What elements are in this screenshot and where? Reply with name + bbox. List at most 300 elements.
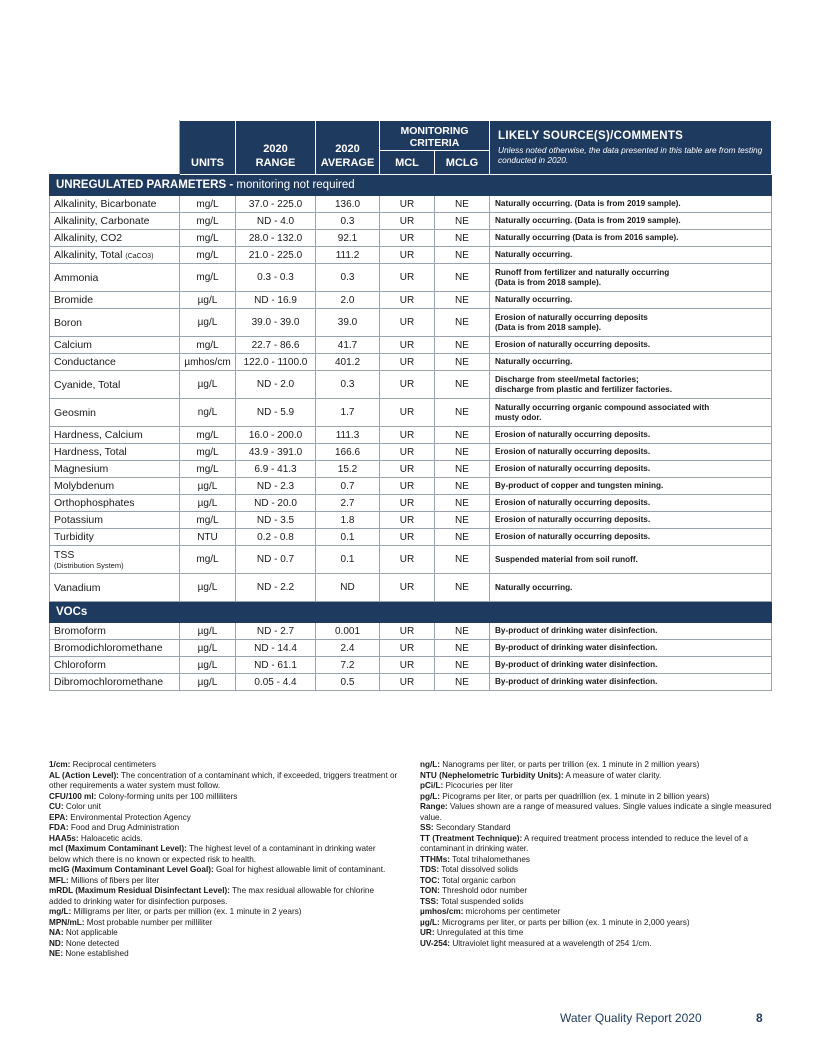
parameter-cell [50,213,180,230]
glossary-definition: Picocuries per liter [443,781,513,790]
section-header-row [50,602,772,623]
glossary-term: NE: [49,949,64,958]
parameter-name: Conductance [54,356,116,368]
glossary-item [49,844,399,865]
table-body [50,175,772,691]
source-cell [490,529,772,546]
glossary-definition: Millions of fibers per liter [68,875,160,885]
glossary-term: MFL: [49,875,69,885]
units-cell: µg/L [180,292,236,309]
parameter-name: Bromide [54,294,94,306]
section-title-main: VOCs [56,606,88,618]
glossary-term: UR: [420,928,435,937]
range-cell: ND - 14.4 [236,640,316,657]
units-cell: mg/L [180,444,236,461]
glossary-term: TOC: [420,875,440,885]
glossary-term: mRDL (Maximum Residual Disinfectant Level): [49,886,230,895]
table-row [50,354,772,371]
table-row [50,546,772,574]
mclg-cell: NE [435,623,490,640]
table-row [50,371,772,399]
source-text: Naturally occurring. [495,357,573,366]
parameter-name: Orthophosphates [54,497,135,509]
glossary-item [420,802,775,823]
parameter-cell [50,264,180,292]
glossary-term: MPN/mL: [49,917,85,927]
mcl-cell: UR [380,574,435,602]
table-row [50,427,772,444]
average-cell: 15.2 [316,461,380,478]
glossary-definition: Secondary Standard [433,823,511,832]
source-text: Naturally occurring. [495,582,573,592]
range-cell: 28.0 - 132.0 [236,230,316,247]
table-row [50,657,772,674]
header-average-year: 2020 [335,143,360,155]
glossary-definition: Nanograms per liter, or parts per trillion (ex. 1 minute in 2 million years) [440,760,700,769]
mclg-cell: NE [435,574,490,602]
units-cell: µg/L [180,674,236,691]
parameter-name: Hardness, Calcium [54,429,143,441]
header-average-label: AVERAGE [320,157,375,169]
glossary-term: pCi/L: [420,781,444,790]
source-cell [490,495,772,512]
units-cell: µg/L [180,623,236,640]
mcl-cell: UR [380,512,435,529]
source-cell [490,354,772,371]
mclg-cell: NE [435,247,490,264]
mclg-cell: NE [435,478,490,495]
source-cell [490,309,772,337]
mcl-cell: UR [380,640,435,657]
average-cell: 1.8 [316,512,380,529]
source-cell [490,399,772,427]
section-title [50,602,772,623]
table-row [50,623,772,640]
source-text: Naturally occurring. [495,295,573,304]
mclg-cell: NE [435,444,490,461]
parameter-cell [50,657,180,674]
mclg-cell: NE [435,546,490,574]
range-cell: 0.2 - 0.8 [236,529,316,546]
source-text-line2: musty odor. [495,412,542,422]
mclg-cell: NE [435,213,490,230]
source-cell [490,657,772,674]
source-text-line2: (Data is from 2018 sample). [495,322,602,332]
glossary-definition: Values shown are a range of measured values. Single values indicate a single measured value. [420,802,772,822]
parameter-name: Magnesium [54,463,109,475]
section-title-main: UNREGULATED PARAMETERS - [56,179,237,191]
range-cell: ND - 2.0 [236,371,316,399]
glossary-definition: The max residual allowable for chlorine added to drinking water for disinfection purposes. [49,886,375,906]
mcl-cell: UR [380,478,435,495]
source-cell [490,337,772,354]
glossary-item [49,813,399,824]
source-text: Erosion of naturally occurring deposits [495,312,648,322]
parameter-name: Calcium [54,339,92,351]
source-cell [490,478,772,495]
header-average [316,121,380,175]
source-cell [490,427,772,444]
glossary-item [49,876,399,887]
mcl-cell: UR [380,399,435,427]
range-cell: 0.05 - 4.4 [236,674,316,691]
source-cell [490,196,772,213]
parameter-name: Bromodichloromethane [54,642,163,654]
glossary-term: ng/L: [420,760,441,769]
parameter-name: Geosmin [54,406,97,419]
glossary-term: NA: [49,928,64,937]
parameter-cell [50,478,180,495]
report-title: Water Quality Report 2020 [560,1011,702,1025]
mcl-cell: UR [380,495,435,512]
glossary-term: TDS: [420,865,440,874]
source-text: Suspended material from soil runoff. [495,554,638,564]
header-source-note: Unless noted otherwise, the data presented in this table are from testing conducted in 2020. [498,145,763,165]
parameter-name: Dibromochloromethane [54,676,164,688]
glossary-definition: microhoms per centimeter [463,907,561,916]
mcl-cell: UR [380,196,435,213]
mclg-cell: NE [435,196,490,213]
glossary-item [420,918,775,929]
glossary-definition: Food and Drug Administration [68,823,180,832]
header-mclg: MCLG [435,151,490,175]
parameter-name: Molybdenum [54,480,115,492]
units-cell: µg/L [180,371,236,399]
average-cell: 2.4 [316,640,380,657]
parameter-name: Ammonia [54,271,99,284]
glossary-definition: None established [63,949,129,958]
table-row [50,574,772,602]
glossary-definition: A required treatment process intended to reduce the level of a contaminant in drinking water. [420,833,748,853]
source-text: Runoff from fertilizer and naturally occurring [495,267,670,277]
average-cell: 39.0 [316,309,380,337]
mcl-cell: UR [380,623,435,640]
glossary-term: pg/L: [420,791,441,801]
header-monitoring-criteria: MONITORING CRITERIA [380,121,490,151]
glossary-term: TSS: [420,896,439,906]
average-cell: 0.5 [316,674,380,691]
source-cell [490,292,772,309]
mcl-cell: UR [380,529,435,546]
table-row [50,495,772,512]
glossary-item [49,949,399,960]
glossary-term: HAA5s: [49,833,79,843]
source-text: Naturally occurring organic compound associated with [495,402,710,412]
source-cell [490,623,772,640]
source-text: Discharge from steel/metal factories; [495,374,639,384]
units-cell: mg/L [180,196,236,213]
source-text: Erosion of naturally occurring deposits. [495,464,651,473]
average-cell: 2.0 [316,292,380,309]
glossary-item [49,834,399,845]
range-cell: ND - 16.9 [236,292,316,309]
glossary-term: 1/cm: [49,760,71,769]
average-cell: 0.1 [316,529,380,546]
table-row [50,196,772,213]
units-cell: mg/L [180,512,236,529]
parameter-cell [50,546,180,574]
mcl-cell: UR [380,657,435,674]
glossary-right [420,760,775,949]
header-mcl: MCL [380,151,435,175]
range-cell: ND - 4.0 [236,213,316,230]
parameter-cell [50,574,180,602]
glossary-term: mg/L: [49,907,72,916]
glossary-definition: Haloacetic acids. [78,833,143,843]
glossary-item [420,781,775,792]
parameter-cell [50,640,180,657]
mclg-cell: NE [435,264,490,292]
units-cell: µg/L [180,657,236,674]
average-cell: 0.001 [316,623,380,640]
glossary-item [420,855,775,866]
glossary-definition: Goal for highest allowable limit of contaminant. [213,865,386,874]
parameter-cell [50,529,180,546]
source-cell [490,213,772,230]
glossary-item [420,897,775,908]
range-cell: ND - 20.0 [236,495,316,512]
range-cell: ND - 61.1 [236,657,316,674]
glossary-term: TT (Treatment Technique): [420,833,523,843]
range-cell: ND - 3.5 [236,512,316,529]
source-cell [490,512,772,529]
glossary-item [420,792,775,803]
source-text: Naturally occurring. [495,250,573,259]
mcl-cell: UR [380,546,435,574]
parameter-cell [50,674,180,691]
source-text: By-product of drinking water disinfection. [495,626,658,635]
source-text: Naturally occurring. (Data is from 2019 sample). [495,199,681,208]
units-cell: mg/L [180,230,236,247]
average-cell: 92.1 [316,230,380,247]
header-range-label: RANGE [255,157,296,169]
mclg-cell: NE [435,640,490,657]
parameter-cell [50,512,180,529]
glossary-term: mclG (Maximum Contaminant Level Goal): [49,865,214,874]
header-source-title: LIKELY SOURCE(S)/COMMENTS [498,130,684,142]
units-cell: µg/L [180,309,236,337]
average-cell: 2.7 [316,495,380,512]
glossary-definition: Total organic carbon [439,875,516,885]
source-text: By-product of copper and tungsten mining. [495,481,664,490]
range-cell: 16.0 - 200.0 [236,427,316,444]
parameter-name: Bromoform [54,625,106,637]
parameter-qualifier: (CaCO3) [125,253,154,260]
glossary-definition: The concentration of a contaminant which, if exceeded, triggers treatment or other requirements a water system must follow. [49,770,398,790]
units-cell: ng/L [180,399,236,427]
mcl-cell: UR [380,292,435,309]
range-cell: 122.0 - 1100.0 [236,354,316,371]
glossary-term: CFU/100 ml: [49,791,97,801]
mclg-cell: NE [435,427,490,444]
mcl-cell: UR [380,309,435,337]
mclg-cell: NE [435,529,490,546]
units-cell: NTU [180,529,236,546]
glossary-item [420,823,775,834]
glossary-definition: Environmental Protection Agency [67,812,191,822]
units-cell: µg/L [180,495,236,512]
average-cell: 0.3 [316,371,380,399]
glossary-definition: Reciprocal centimeters [70,760,156,769]
glossary-item [49,771,399,792]
source-text: Erosion of naturally occurring deposits. [495,532,651,541]
glossary-definition: Total suspended solids [438,896,524,906]
glossary-definition: Not applicable [63,928,118,937]
average-cell: 41.7 [316,337,380,354]
parameter-cell [50,196,180,213]
glossary-item [49,907,399,918]
average-cell: 136.0 [316,196,380,213]
parameter-cell [50,461,180,478]
glossary-term: TON: [420,886,440,895]
mclg-cell: NE [435,657,490,674]
average-cell: 0.3 [316,264,380,292]
table-row [50,478,772,495]
table-row [50,674,772,691]
parameter-cell [50,399,180,427]
source-text-line2: (Data is from 2018 sample). [495,277,602,287]
mcl-cell: UR [380,444,435,461]
units-cell: µg/L [180,574,236,602]
source-cell [490,264,772,292]
source-cell [490,574,772,602]
glossary-term: NTU (Nephelometric Turbidity Units): [420,770,564,780]
average-cell: 0.3 [316,213,380,230]
table-row [50,444,772,461]
parameter-name: Hardness, Total [54,446,127,458]
glossary-item [420,771,775,782]
mclg-cell: NE [435,309,490,337]
source-cell [490,230,772,247]
glossary-term: EPA: [49,812,68,822]
glossary-term: SS: [420,823,434,832]
table-row [50,399,772,427]
parameter-cell [50,427,180,444]
units-cell: mg/L [180,247,236,264]
glossary-definition: Total trihalomethanes [450,854,530,864]
glossary-item [49,802,399,813]
mclg-cell: NE [435,230,490,247]
glossary-item [49,760,399,771]
mcl-cell: UR [380,427,435,444]
glossary-term: UV-254: [420,938,451,948]
source-text: By-product of drinking water disinfection. [495,660,658,669]
glossary-definition: The highest level of a contaminant in drinking water below which there is no known or expected risk to health. [49,844,376,864]
table-row [50,213,772,230]
glossary-definition: Ultraviolet light measured at a wavelength of 254 1/cm. [450,938,652,948]
units-cell: mg/L [180,427,236,444]
glossary-definition: Micrograms per liter, or parts per billion (ex. 1 minute in 2,000 years) [439,917,690,927]
header-range [236,121,316,175]
average-cell: ND [316,574,380,602]
source-text-line2: discharge from plastic and fertilizer factories. [495,384,672,394]
range-cell: ND - 2.3 [236,478,316,495]
source-text: Naturally occurring (Data is from 2016 sample). [495,233,679,242]
average-cell: 0.7 [316,478,380,495]
header-range-year: 2020 [263,143,288,155]
glossary-left [49,760,399,960]
parameter-name: Potassium [54,514,104,526]
range-cell: 21.0 - 225.0 [236,247,316,264]
parameter-name: Alkalinity, Carbonate [54,215,150,227]
range-cell: 6.9 - 41.3 [236,461,316,478]
table-row [50,292,772,309]
mcl-cell: UR [380,337,435,354]
source-cell [490,461,772,478]
glossary-term: FDA: [49,823,69,832]
table-row [50,264,772,292]
parameter-name: Vanadium [54,581,101,594]
glossary-item [420,907,775,918]
mclg-cell: NE [435,461,490,478]
table-row [50,337,772,354]
table-row [50,512,772,529]
parameter-name: Alkalinity, Total [54,249,123,261]
glossary-definition: Color unit [63,802,101,811]
range-cell: ND - 5.9 [236,399,316,427]
source-text: Erosion of naturally occurring deposits. [495,430,651,439]
units-cell: mg/L [180,264,236,292]
table-row [50,247,772,264]
parameter-cell [50,230,180,247]
parameter-name: Cyanide, Total [54,378,121,391]
range-cell: ND - 0.7 [236,546,316,574]
glossary-term: TTHMs: [420,854,451,864]
glossary-item [420,886,775,897]
parameter-cell [50,444,180,461]
glossary-definition: Unregulated at this time [434,928,524,937]
range-cell: ND - 2.7 [236,623,316,640]
range-cell: 0.3 - 0.3 [236,264,316,292]
glossary-definition: Total dissolved solids [439,865,519,874]
mcl-cell: UR [380,674,435,691]
page-number: 8 [756,1011,763,1025]
average-cell: 166.6 [316,444,380,461]
source-text: Erosion of naturally occurring deposits. [495,515,651,524]
source-cell [490,247,772,264]
table-row [50,230,772,247]
parameter-cell [50,371,180,399]
range-cell: ND - 2.2 [236,574,316,602]
section-title-suffix: monitoring not required [236,179,355,191]
parameter-cell [50,292,180,309]
glossary-definition: Milligrams per liter, or parts per million (ex. 1 minute in 2 years) [71,907,302,916]
source-text: Erosion of naturally occurring deposits. [495,498,651,507]
mclg-cell: NE [435,354,490,371]
table-row [50,640,772,657]
parameter-name: Alkalinity, CO2 [54,232,123,244]
glossary-definition: Threshold odor number [439,886,528,895]
average-cell: 1.7 [316,399,380,427]
units-cell: mg/L [180,461,236,478]
mclg-cell: NE [435,399,490,427]
units-cell: µmhos/cm [180,354,236,371]
page-footer [560,1011,763,1025]
parameter-cell [50,309,180,337]
mclg-cell: NE [435,512,490,529]
mcl-cell: UR [380,247,435,264]
glossary-term: AL (Action Level): [49,770,119,780]
parameter-name: Alkalinity, Bicarbonate [54,198,157,210]
mclg-cell: NE [435,292,490,309]
source-text: Erosion of naturally occurring deposits. [495,340,651,349]
mclg-cell: NE [435,674,490,691]
glossary-item [49,886,399,907]
parameter-name: TSS [54,549,75,561]
parameter-cell [50,247,180,264]
glossary-term: µmhos/cm: [420,907,464,916]
parameter-cell [50,623,180,640]
